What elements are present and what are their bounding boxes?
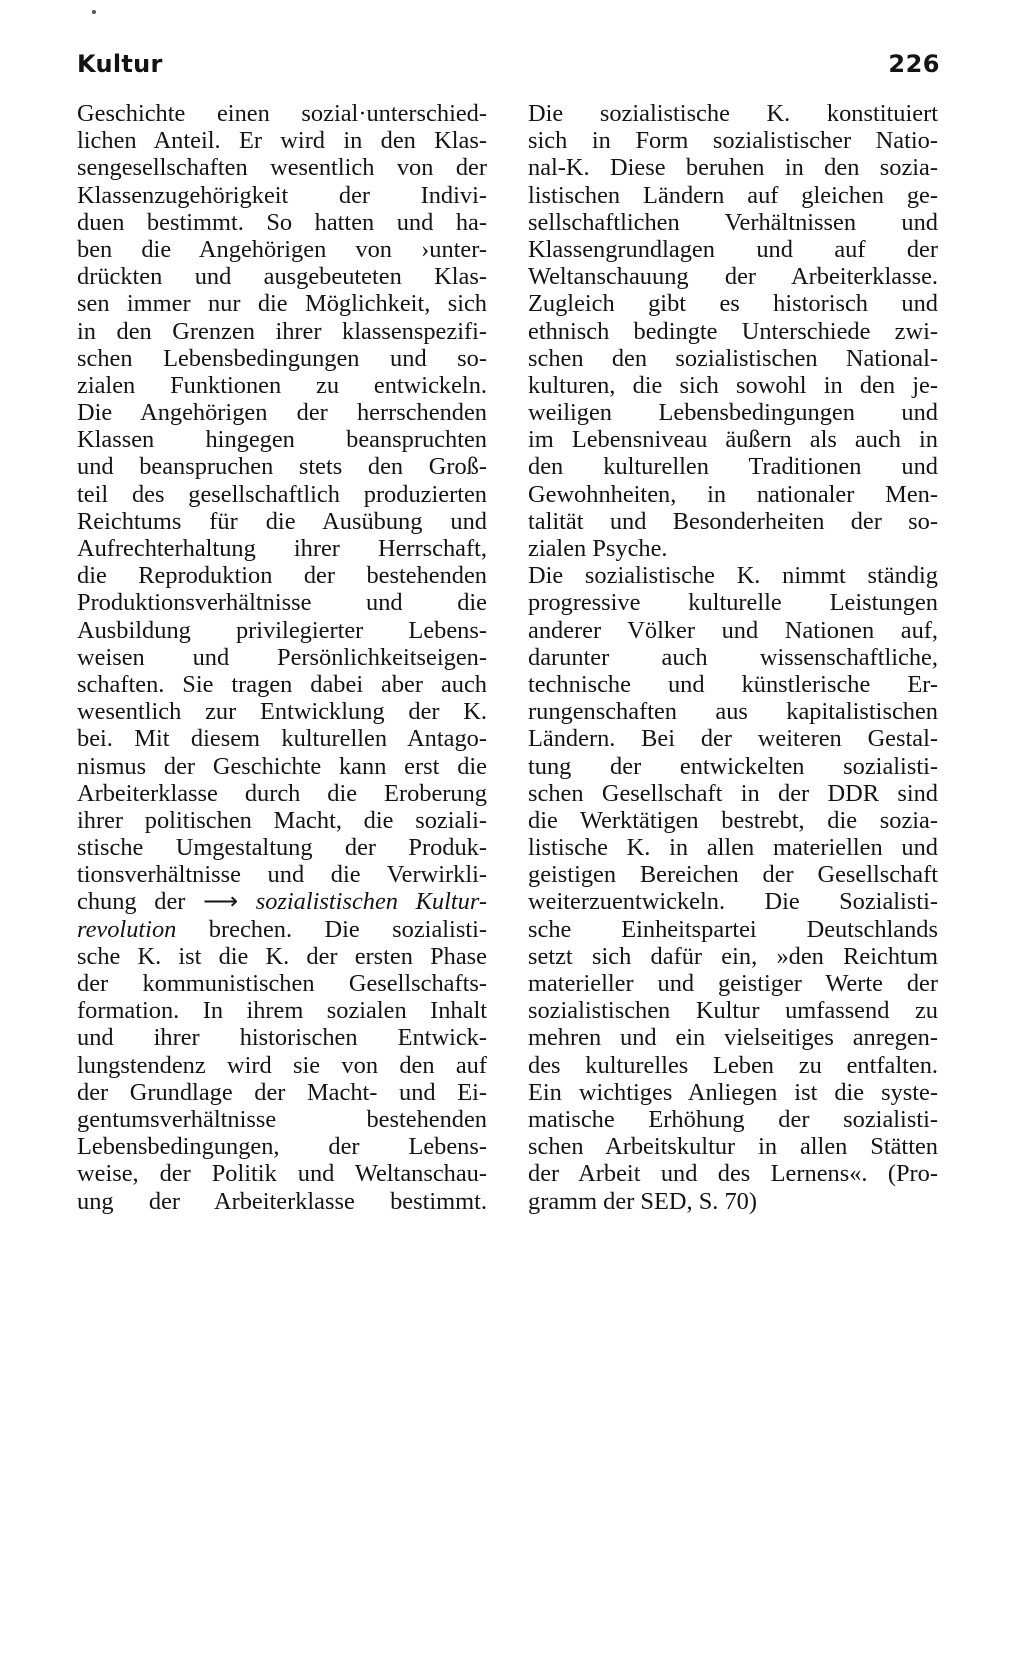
- text-line: kulturen, die sich sowohl in den je-: [528, 371, 938, 399]
- text-line: Weltanschauung der Arbeiterklasse.: [528, 263, 938, 291]
- text-line: technische und künstlerische Er-: [528, 670, 938, 698]
- text-line: und beanspruchen stets den Groß-: [77, 453, 487, 481]
- text-line: lichen Anteil. Er wird in den Klas-: [77, 127, 487, 155]
- text-line-cross-reference: [77, 888, 487, 915]
- text-line: ihrer politischen Macht, die soziali-: [77, 806, 487, 834]
- text-line: schen Arbeitskultur in allen Stätten: [528, 1133, 938, 1161]
- cross-reference-arrow-icon: ⟶: [203, 888, 239, 916]
- text-line: Aufrechterhaltung ihrer Herrschaft,: [77, 535, 487, 562]
- text-line: Ausbildung privilegierter Lebens-: [77, 616, 487, 644]
- text-line: gramm der SED, S. 70): [528, 1187, 757, 1215]
- text-line: Die sozialistische K. nimmt ständig: [528, 562, 938, 590]
- text-line: Reichtums für die Ausübung und: [77, 507, 487, 535]
- text-line: der kommunistischen Gesellschafts-: [77, 970, 487, 997]
- text-line: des kulturelles Leben zu entfalten.: [528, 1051, 938, 1079]
- text-line: teil des gesellschaftlich produzierten: [77, 480, 487, 508]
- text-line: duen bestimmt. So hatten und ha-: [77, 208, 487, 236]
- right-column: [528, 100, 938, 1215]
- text-line: gentumsverhältnisse bestehenden: [77, 1105, 487, 1133]
- text-line: stische Umgestaltung der Produk-: [77, 834, 487, 862]
- text-line: Arbeiterklasse durch die Eroberung: [77, 779, 487, 807]
- text-line: Die Angehörigen der herrschenden: [77, 399, 487, 427]
- text-line: progressive kulturelle Leistungen: [528, 589, 938, 617]
- text-line: zialen Psyche.: [528, 535, 668, 562]
- text-line: schen Lebensbedingungen und so-: [77, 344, 487, 372]
- text-line: rungenschaften aus kapitalistischen: [528, 698, 938, 726]
- text-line: schaften. Sie tragen dabei aber auch: [77, 670, 487, 698]
- text-line: nismus der Geschichte kann erst die: [77, 752, 487, 780]
- text-line-cross-reference: [77, 916, 487, 943]
- text-line: der Grundlage der Macht- und Ei-: [77, 1078, 487, 1106]
- text-line: geistigen Bereichen der Gesellschaft: [528, 861, 938, 889]
- text-line: Ein wichtiges Anliegen ist die syste-: [528, 1078, 938, 1106]
- page-number: 226: [888, 50, 940, 78]
- cross-reference-link[interactable]: sozialistischen Kultur-: [255, 888, 487, 916]
- text-line: der Arbeit und des Lernens«. (Pro-: [528, 1160, 938, 1188]
- text-line: sche Einheitspartei Deutschlands: [528, 915, 938, 943]
- text-line: Klassenzugehörigkeit der Indivi-: [77, 181, 487, 209]
- text-line: Zugleich gibt es historisch und: [528, 290, 938, 318]
- text-line: zialen Funktionen zu entwickeln.: [77, 371, 487, 399]
- text-line: Geschichte einen sozial·unterschied-: [77, 100, 487, 127]
- text-line: wesentlich zur Entwicklung der K.: [77, 698, 487, 726]
- text-line: nal-K. Diese beruhen in den sozia-: [528, 154, 938, 182]
- text-line: listische K. in allen materiellen und: [528, 834, 938, 862]
- text-line: talität und Besonderheiten der so-: [528, 507, 938, 535]
- text-line: Klassen hingegen beanspruchten: [77, 426, 487, 454]
- text-line: listischen Ländern auf gleichen ge-: [528, 181, 938, 209]
- left-column: [77, 100, 487, 1215]
- text-line: Klassengrundlagen und auf der: [528, 235, 938, 263]
- text-line: schen Gesellschaft in der DDR sind: [528, 779, 938, 807]
- text-line: sen immer nur die Möglichkeit, sich: [77, 290, 487, 318]
- text-line: bei. Mit diesem kulturellen Antago-: [77, 725, 487, 753]
- scan-speck: [92, 10, 96, 14]
- text-line: mehren und ein vielseitiges anregen-: [528, 1024, 938, 1052]
- text-line: materieller und geistiger Werte der: [528, 970, 938, 997]
- text-line: im Lebensniveau äußern als auch in: [528, 426, 938, 454]
- cross-reference-link-continued[interactable]: revolution: [77, 915, 177, 943]
- text-line: sich in Form sozialistischer Natio-: [528, 127, 938, 155]
- text-line: matische Erhöhung der sozialisti-: [528, 1105, 938, 1133]
- running-head-title: Kultur: [77, 50, 163, 78]
- text-line: ben die Angehörigen von ›unter-: [77, 235, 487, 263]
- text-line: sellschaftlichen Verhältnissen und: [528, 208, 938, 236]
- text-line: Produktionsverhältnisse und die: [77, 589, 487, 617]
- text-line: Ländern. Bei der weiteren Gestal-: [528, 725, 938, 753]
- text-line: tionsverhältnisse und die Verwirkli-: [77, 861, 487, 889]
- text-line: in den Grenzen ihrer klassenspezifi-: [77, 317, 487, 345]
- text-line: drückten und ausgebeuteten Klas-: [77, 263, 487, 291]
- text-line: formation. In ihrem sozialen Inhalt: [77, 997, 487, 1025]
- text-line: weisen und Persönlichkeitseigen-: [77, 643, 487, 671]
- text-line: die Reproduktion der bestehenden: [77, 562, 487, 590]
- text-segment: brechen. Die sozialisti-: [208, 915, 487, 943]
- text-line: weise, der Politik und Weltanschau-: [77, 1160, 487, 1188]
- text-line: Gewohnheiten, in nationaler Men-: [528, 480, 938, 508]
- text-line: sche K. ist die K. der ersten Phase: [77, 942, 487, 970]
- text-line: setzt sich dafür ein, »den Reichtum: [528, 942, 938, 970]
- text-line: Die sozialistische K. konstituiert: [528, 100, 938, 127]
- text-line: lungstendenz wird sie von den auf: [77, 1051, 487, 1079]
- text-line: weiligen Lebensbedingungen und: [528, 399, 938, 427]
- text-line: sengesellschaften wesentlich von der: [77, 154, 487, 182]
- text-segment: chung der: [77, 888, 186, 916]
- text-line: ethnisch bedingte Unterschiede zwi-: [528, 317, 938, 345]
- text-line: sozialistischen Kultur umfassend zu: [528, 997, 938, 1025]
- text-line: Lebensbedingungen, der Lebens-: [77, 1133, 487, 1161]
- text-line: darunter auch wissenschaftliche,: [528, 643, 938, 671]
- text-line: anderer Völker und Nationen auf,: [528, 616, 938, 644]
- text-line: schen den sozialistischen National-: [528, 344, 938, 372]
- text-line: und ihrer historischen Entwick-: [77, 1024, 487, 1052]
- text-line: weiterzuentwickeln. Die Sozialisti-: [528, 888, 938, 916]
- text-line: die Werktätigen bestrebt, die sozia-: [528, 806, 938, 834]
- text-line: ung der Arbeiterklasse bestimmt.: [77, 1187, 487, 1215]
- text-line: den kulturellen Traditionen und: [528, 453, 938, 481]
- text-line: tung der entwickelten sozialisti-: [528, 752, 938, 780]
